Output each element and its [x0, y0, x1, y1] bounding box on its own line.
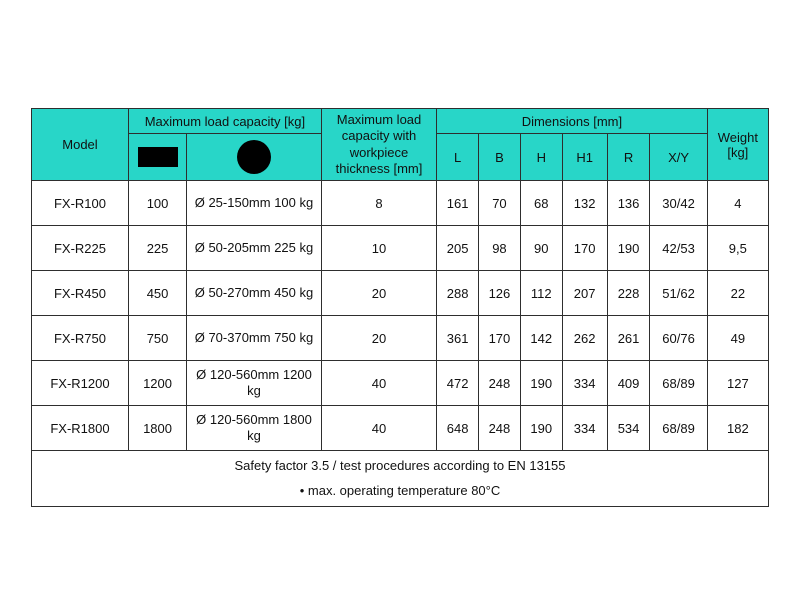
footer-line-temperature: • max. operating temperature 80°C [299, 482, 501, 498]
cell-model: FX-R750 [32, 316, 129, 361]
table-footer-row [32, 451, 769, 507]
cell-dim-h1: 170 [562, 226, 607, 271]
cell-load-circle: Ø 50-205mm 225 kg [187, 226, 322, 271]
cell-dim-h: 190 [520, 361, 562, 406]
cell-dim-h1: 334 [562, 361, 607, 406]
cell-dim-r: 534 [607, 406, 650, 451]
cell-dim-h1: 334 [562, 406, 607, 451]
cell-dim-h: 190 [520, 406, 562, 451]
header-model: Model [32, 109, 129, 181]
table-row [32, 181, 769, 226]
header-dim-b: B [479, 134, 521, 181]
cell-weight: 9,5 [707, 226, 768, 271]
cell-dim-r: 190 [607, 226, 650, 271]
table-body [32, 181, 769, 507]
cell-thickness: 40 [321, 361, 436, 406]
cell-dim-l: 205 [437, 226, 479, 271]
header-dim-l: L [437, 134, 479, 181]
header-dim-h: H [520, 134, 562, 181]
cell-model: FX-R450 [32, 271, 129, 316]
cell-dim-h: 90 [520, 226, 562, 271]
cell-load-rect: 225 [128, 226, 186, 271]
cell-dim-h: 112 [520, 271, 562, 316]
cell-dim-r: 409 [607, 361, 650, 406]
cell-load-rect: 1800 [128, 406, 186, 451]
header-weight: Weight [kg] [707, 109, 768, 181]
cell-model: FX-R1800 [32, 406, 129, 451]
cell-dim-h: 142 [520, 316, 562, 361]
cell-model: FX-R1200 [32, 361, 129, 406]
cell-load-circle: Ø 25-150mm 100 kg [187, 181, 322, 226]
cell-thickness: 20 [321, 316, 436, 361]
cell-load-rect: 750 [128, 316, 186, 361]
cell-thickness: 10 [321, 226, 436, 271]
table-row [32, 406, 769, 451]
cell-dim-r: 261 [607, 316, 650, 361]
cell-model: FX-R225 [32, 226, 129, 271]
table-row [32, 226, 769, 271]
cell-dim-xy: 60/76 [650, 316, 707, 361]
cell-dim-xy: 68/89 [650, 406, 707, 451]
footer-line-safety: Safety factor 3.5 / test procedures according to EN 13155 [234, 458, 566, 473]
header-dim-r: R [607, 134, 650, 181]
cell-dim-b: 98 [479, 226, 521, 271]
cell-load-rect: 100 [128, 181, 186, 226]
cell-weight: 182 [707, 406, 768, 451]
cell-dim-l: 472 [437, 361, 479, 406]
cell-weight: 49 [707, 316, 768, 361]
header-rectangle-icon-cell [128, 134, 186, 181]
header-dim-xy: X/Y [650, 134, 707, 181]
cell-thickness: 40 [321, 406, 436, 451]
cell-dim-l: 648 [437, 406, 479, 451]
cell-load-rect: 1200 [128, 361, 186, 406]
cell-load-circle: Ø 70-370mm 750 kg [187, 316, 322, 361]
table-row [32, 316, 769, 361]
table-header [32, 109, 769, 181]
header-dimensions: Dimensions [mm] [437, 109, 708, 134]
cell-load-circle: Ø 120-560mm 1800 kg [187, 406, 322, 451]
cell-dim-b: 126 [479, 271, 521, 316]
cell-dim-xy: 51/62 [650, 271, 707, 316]
table-row [32, 271, 769, 316]
cell-load-circle: Ø 50-270mm 450 kg [187, 271, 322, 316]
cell-dim-b: 70 [479, 181, 521, 226]
cell-dim-h: 68 [520, 181, 562, 226]
cell-thickness: 8 [321, 181, 436, 226]
specification-table-container [31, 108, 769, 507]
header-max-load-with-thickness: Maximum load capacity with workpiece thickness [mm] [321, 109, 436, 181]
header-circle-icon-cell [187, 134, 322, 181]
cell-dim-h1: 262 [562, 316, 607, 361]
header-row-1 [32, 109, 769, 134]
cell-dim-r: 228 [607, 271, 650, 316]
cell-dim-r: 136 [607, 181, 650, 226]
header-max-load-capacity: Maximum load capacity [kg] [128, 109, 321, 134]
cell-dim-b: 248 [479, 406, 521, 451]
cell-dim-l: 361 [437, 316, 479, 361]
footer-note [32, 451, 769, 507]
cell-dim-l: 288 [437, 271, 479, 316]
cell-dim-xy: 42/53 [650, 226, 707, 271]
cell-dim-l: 161 [437, 181, 479, 226]
cell-model: FX-R100 [32, 181, 129, 226]
table-row [32, 361, 769, 406]
cell-weight: 22 [707, 271, 768, 316]
cell-dim-xy: 30/42 [650, 181, 707, 226]
cell-weight: 4 [707, 181, 768, 226]
cell-dim-b: 170 [479, 316, 521, 361]
cell-thickness: 20 [321, 271, 436, 316]
circle-icon [237, 140, 271, 174]
header-dim-h1: H1 [562, 134, 607, 181]
cell-dim-xy: 68/89 [650, 361, 707, 406]
cell-load-circle: Ø 120-560mm 1200 kg [187, 361, 322, 406]
cell-load-rect: 450 [128, 271, 186, 316]
cell-dim-h1: 132 [562, 181, 607, 226]
cell-weight: 127 [707, 361, 768, 406]
cell-dim-b: 248 [479, 361, 521, 406]
cell-dim-h1: 207 [562, 271, 607, 316]
specification-table [31, 108, 769, 507]
rectangle-icon [138, 147, 178, 167]
